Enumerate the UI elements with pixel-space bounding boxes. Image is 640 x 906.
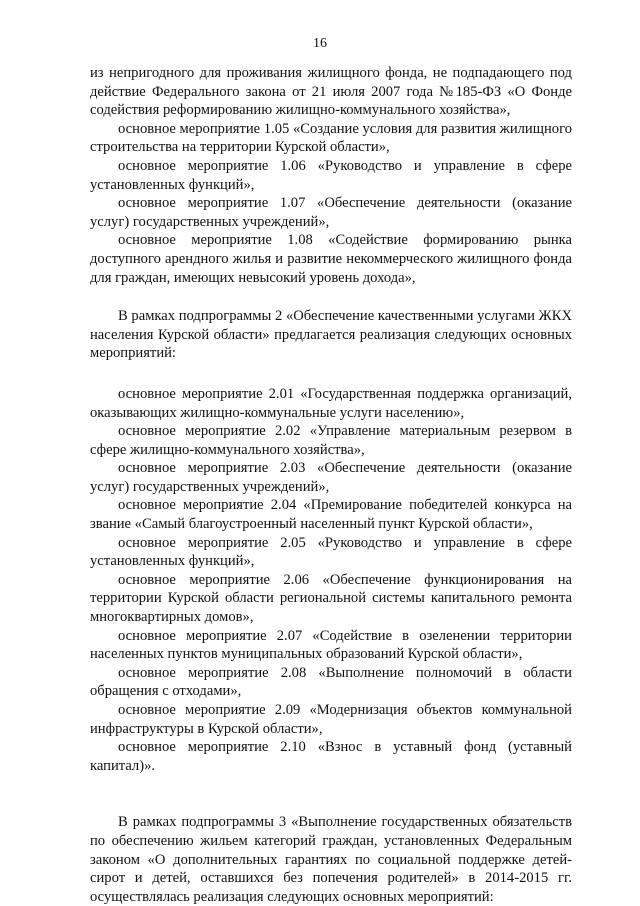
paragraph-measure-2-01: основное мероприятие 2.01 «Государственная поддержка организаций, оказывающих жилищно-коммунальные услуги населению», bbox=[90, 385, 572, 421]
paragraph-measure-2-07: основное мероприятие 2.07 «Содействие в озеленении территории населенных пунктов муниципальных образований Курской области», bbox=[90, 627, 572, 663]
paragraph-measure-2-09: основное мероприятие 2.09 «Модернизация объектов коммунальной инфраструктуры в Курской области», bbox=[90, 702, 572, 737]
paragraph-measure-2-06: основное мероприятие 2.06 «Обеспечение функционирования на территории Курской области региональной системы капитального ремонта многоквартирных домов», bbox=[90, 571, 572, 626]
paragraph-subprogram-2-intro: В рамках подпрограммы 2 «Обеспечение качественными услугами ЖКХ населения Курской области» предлагается реализация следующих основных мероприятий: bbox=[90, 308, 572, 362]
paragraph-measure-2-04: основное мероприятие 2.04 «Премирование победителей конкурса на звание «Самый благоустроенный населенный пункт Курской области», bbox=[90, 497, 572, 533]
paragraph-measure-1-05: основное мероприятие 1.05 «Создание условия для развития жилищного строительства на территории Курской области», bbox=[90, 120, 572, 156]
paragraph-continuation: из непригодного для проживания жилищного фонда, не подпадающего под действие Федерального закона от 21 июля 2007 года №185-ФЗ «О Фонде содействия реформированию жилищно-коммунального хозяйства», bbox=[90, 65, 572, 119]
paragraph-measure-1-07: основное мероприятие 1.07 «Обеспечение деятельности (оказание услуг) государственных учреждений», bbox=[90, 195, 572, 230]
paragraph-measure-2-08: основное мероприятие 2.08 «Выполнение полномочий в области обращения с отходами», bbox=[90, 664, 572, 700]
paragraph-measure-1-08: основное мероприятие 1.08 «Содействие формированию рынка доступного арендного жилья и развитие некоммерческого жилищного фонда для граждан, имеющих невысокий уровень дохода», bbox=[90, 232, 572, 286]
paragraph-measure-2-03: основное мероприятие 2.03 «Обеспечение деятельности (оказание услуг) государственных учреждений», bbox=[90, 460, 572, 495]
page-number: 16 bbox=[313, 36, 327, 51]
paragraph-measure-2-02: основное мероприятие 2.02 «Управление материальным резервом в сфере жилищно-коммунального хозяйства», bbox=[90, 423, 572, 458]
document-body bbox=[90, 64, 572, 906]
paragraph-measure-1-06: основное мероприятие 1.06 «Руководство и управление в сфере установленных функций», bbox=[90, 157, 572, 193]
paragraph-subprogram-3-intro: В рамках подпрограммы 3 «Выполнение государственных обязательств по обеспечению жильем категорий граждан, установленных Федеральным законом «О дополнительных гарантиях по социальной поддержке детей-сирот и детей, оставшихся без попечения родителей» в 2014-2015 гг. осуществлялась реализация следующих основных мероприятий: bbox=[90, 814, 572, 905]
paragraph-measure-2-05: основное мероприятие 2.05 «Руководство и управление в сфере установленных функций», bbox=[90, 534, 572, 570]
paragraph-measure-2-10: основное мероприятие 2.10 «Взнос в уставный фонд (уставный капитал)». bbox=[90, 739, 572, 774]
